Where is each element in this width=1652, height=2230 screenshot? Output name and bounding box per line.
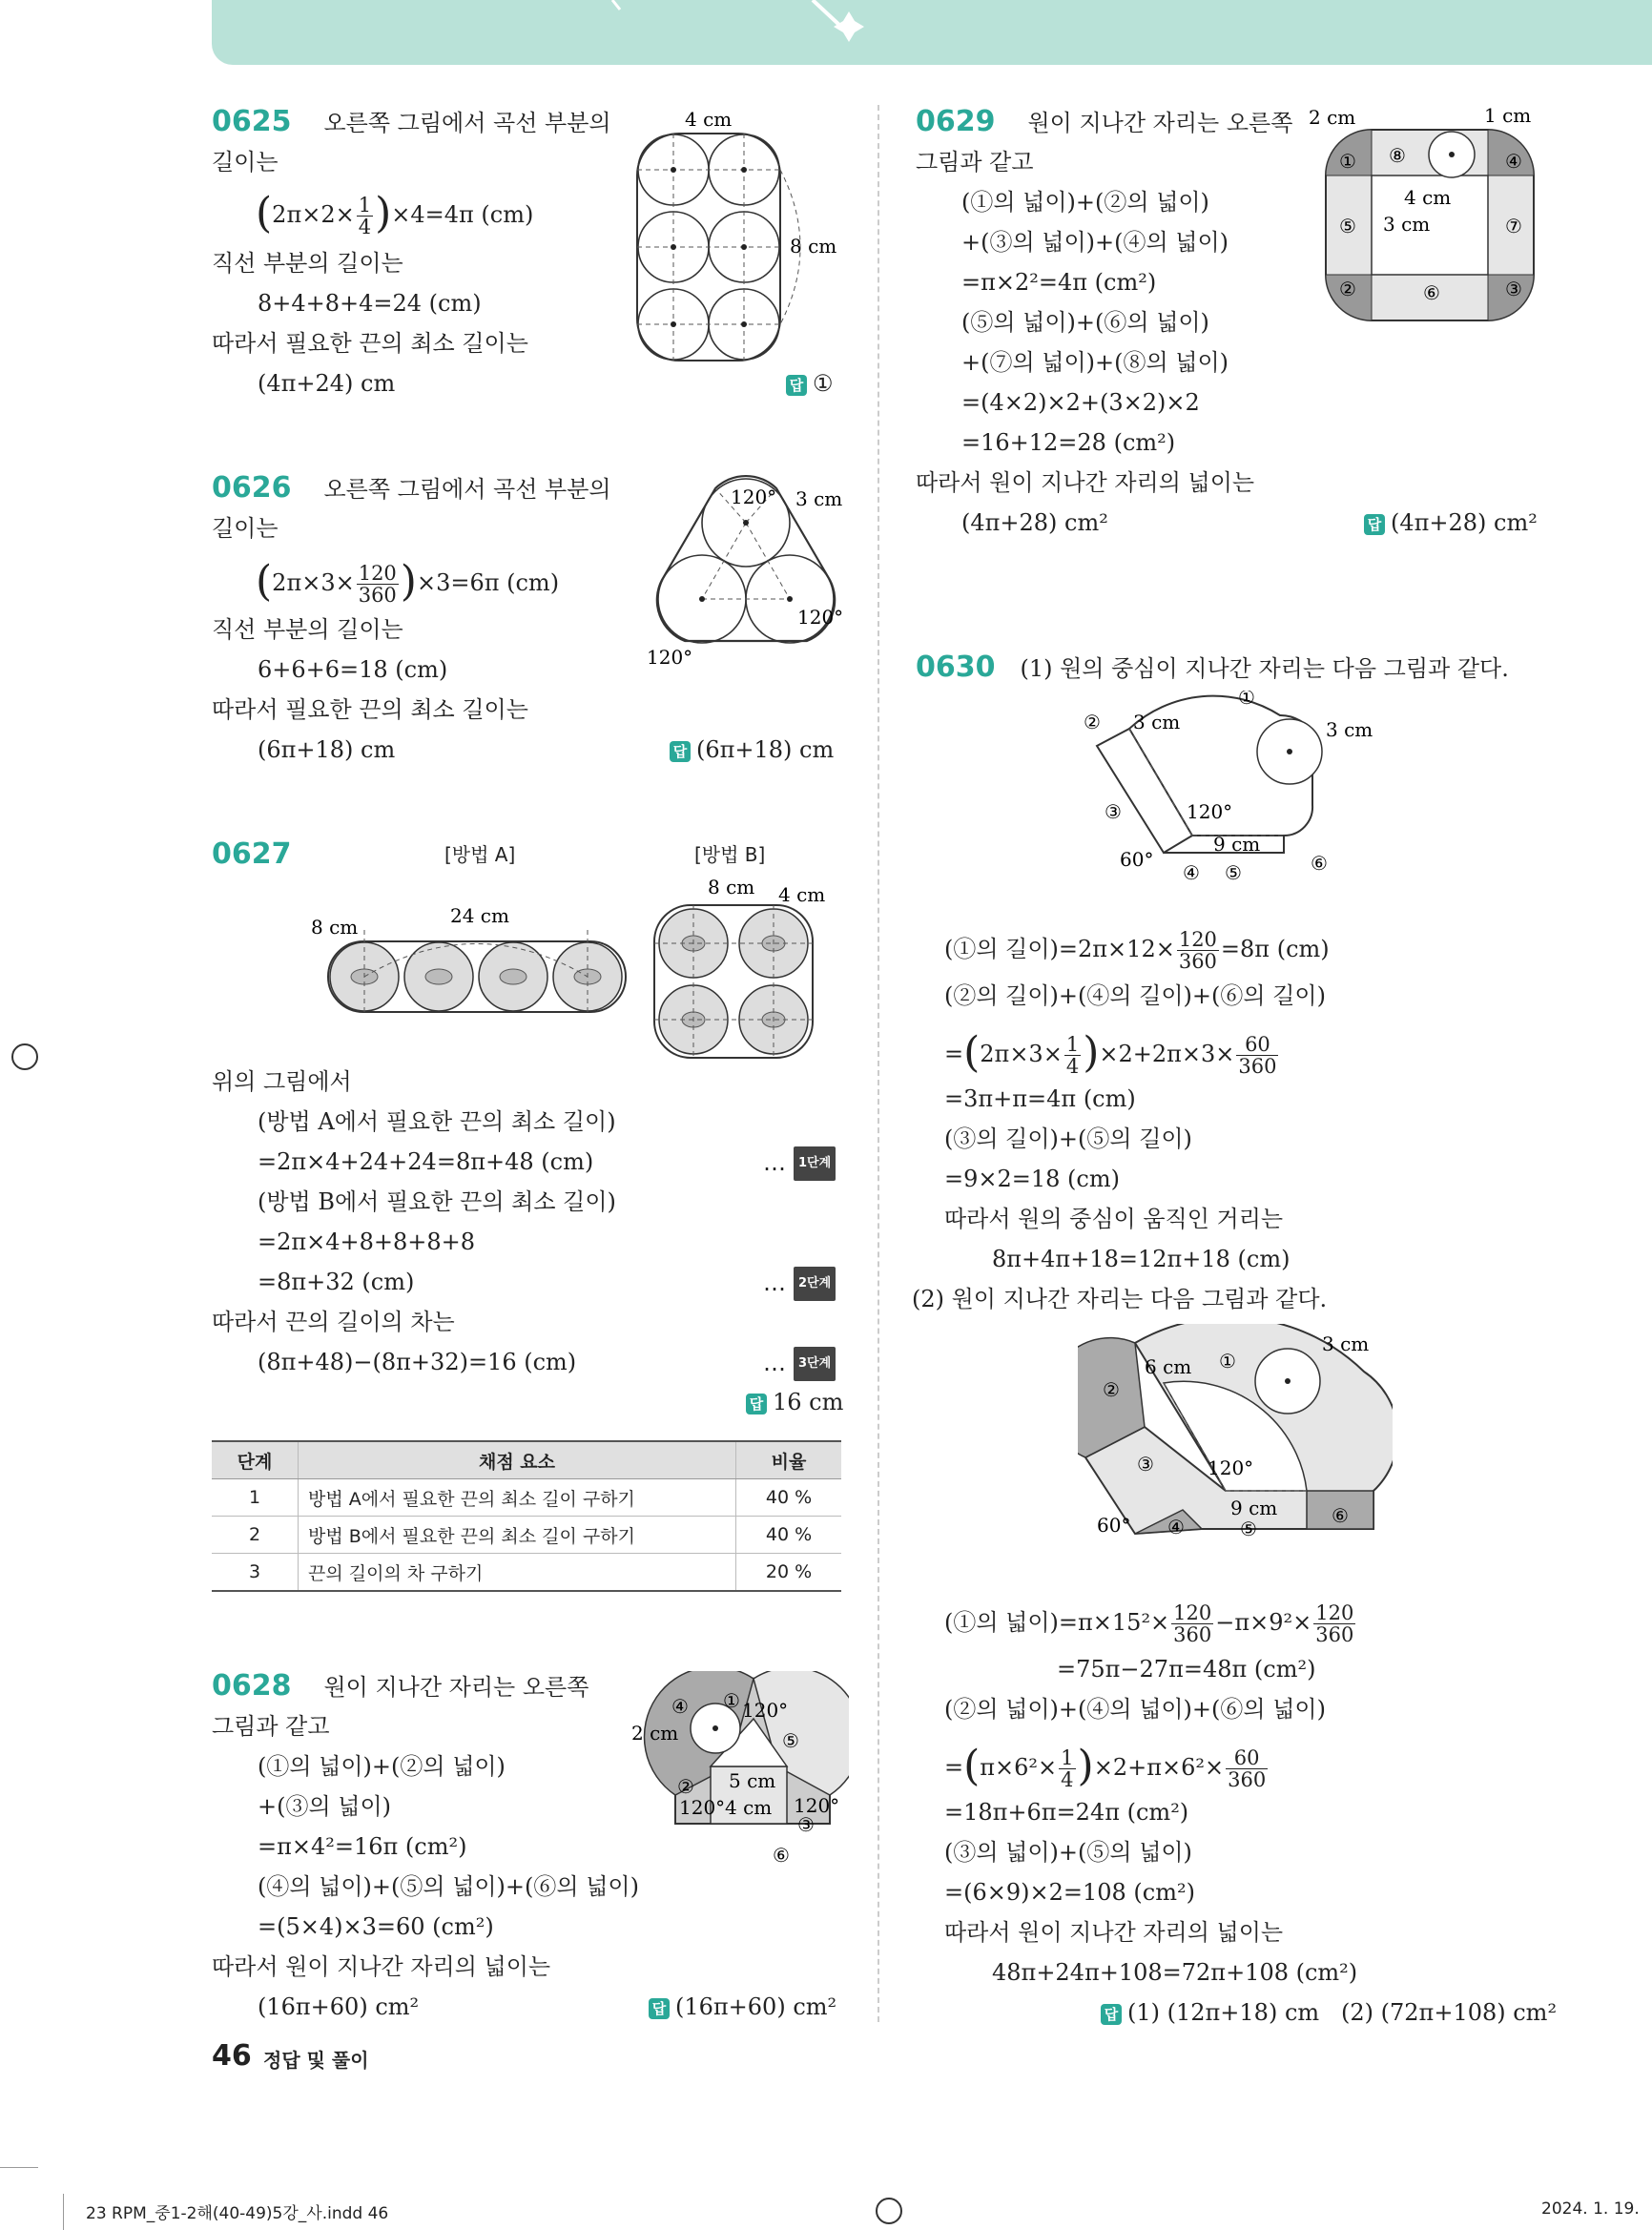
answer-badge-icon: 답 bbox=[746, 1394, 767, 1414]
text-line: 따라서 원의 중심이 움직인 거리는 bbox=[944, 1206, 1284, 1232]
text-line: 따라서 필요한 끈의 최소 길이는 bbox=[212, 696, 528, 723]
text-line: =(6×9)×2=108 (cm²) bbox=[944, 1879, 1195, 1906]
text-line: +(⑦의 넓이)+(⑧의 넓이) bbox=[961, 349, 1229, 376]
text-line: (③의 길이)+(⑤의 길이) bbox=[944, 1125, 1192, 1152]
problem-number: 0625 bbox=[212, 105, 292, 138]
dim-label: 4 cm bbox=[725, 1796, 773, 1819]
figure-0630-1 bbox=[1068, 691, 1383, 881]
text-line: 따라서 원이 지나간 자리의 넓이는 bbox=[212, 1953, 551, 1980]
problem-number: 0627 bbox=[212, 837, 292, 871]
text-line: 직선 부분의 길이는 bbox=[212, 250, 403, 277]
text-line: =(4×2)×2+(3×2)×2 bbox=[961, 389, 1200, 416]
svg-text:⑥: ⑥ bbox=[1423, 281, 1440, 304]
text-line: (방법 A에서 필요한 끈의 최소 길이) bbox=[258, 1108, 616, 1135]
step-badge: 2단계 bbox=[794, 1267, 836, 1301]
text-line: (8π+48)−(8π+32)=16 (cm) bbox=[258, 1349, 577, 1375]
answer-badge-icon: 답 bbox=[1101, 2004, 1122, 2025]
text-line: =2π×4+8+8+8+8 bbox=[258, 1229, 476, 1255]
svg-text:⑤: ⑤ bbox=[1225, 861, 1242, 881]
text-line: (1) 원의 중심이 지나간 자리는 다음 그림과 같다. bbox=[1020, 655, 1509, 682]
svg-text:④: ④ bbox=[1183, 861, 1200, 881]
text-line: 48π+24π+108=72π+108 (cm²) bbox=[992, 1959, 1358, 1986]
answer-badge-icon: 답 bbox=[649, 1998, 670, 2019]
method-b-label: [방법 B] bbox=[694, 843, 766, 866]
svg-text:①: ① bbox=[1219, 1350, 1236, 1373]
text-line: (①의 넓이)+(②의 넓이) bbox=[258, 1753, 506, 1780]
text-line: +(③의 넓이)+(④의 넓이) bbox=[961, 229, 1229, 256]
column-divider bbox=[878, 105, 879, 2022]
answer: 답 (1) (12π+18) cm (2) (72π+108) cm² bbox=[1101, 1997, 1557, 2028]
dim-label: 3 cm bbox=[1326, 718, 1373, 741]
figure-0627-b bbox=[649, 873, 839, 1063]
figure-0629 bbox=[1307, 105, 1555, 334]
problem-number: 0628 bbox=[212, 1669, 292, 1703]
answer-badge-icon: 답 bbox=[1364, 514, 1385, 535]
svg-text:⑥: ⑥ bbox=[773, 1844, 790, 1867]
svg-text:③: ③ bbox=[1505, 278, 1522, 300]
svg-text:⑥: ⑥ bbox=[1311, 852, 1328, 875]
dim-label: 3 cm bbox=[1383, 213, 1431, 236]
page-number: 46 bbox=[212, 2039, 252, 2073]
answer: 답 16 cm bbox=[746, 1387, 843, 1417]
svg-text:⑧: ⑧ bbox=[1389, 144, 1406, 167]
text-line: =(5×4)×3=60 (cm²) bbox=[258, 1913, 494, 1940]
text-line: 직선 부분의 길이는 bbox=[212, 616, 403, 643]
dim-label: 2 cm bbox=[1309, 106, 1356, 129]
text-line: 원이 지나간 자리는 오른쪽 bbox=[1027, 110, 1293, 136]
dim-label: 9 cm bbox=[1213, 833, 1261, 856]
dim-label: 8 cm bbox=[708, 876, 755, 898]
text-line: 길이는 bbox=[212, 515, 279, 542]
text-line: (4π+28) cm² bbox=[961, 509, 1108, 536]
svg-text:③: ③ bbox=[797, 1813, 815, 1836]
svg-text:⑤: ⑤ bbox=[782, 1729, 799, 1752]
text-line: 따라서 원이 지나간 자리의 넓이는 bbox=[944, 1919, 1284, 1946]
svg-text:③: ③ bbox=[1137, 1453, 1154, 1476]
text-line: (⑤의 넓이)+(⑥의 넓이) bbox=[961, 309, 1209, 336]
dim-label: 4 cm bbox=[685, 108, 733, 131]
method-a-label: [방법 A] bbox=[444, 843, 516, 866]
dim-label: 4 cm bbox=[778, 883, 826, 906]
svg-text:④: ④ bbox=[1505, 150, 1522, 173]
svg-text:⑤: ⑤ bbox=[1240, 1518, 1257, 1540]
dim-label: 3 cm bbox=[1133, 711, 1181, 733]
text-line: =π×4²=16π (cm²) bbox=[258, 1833, 467, 1860]
svg-text:③: ③ bbox=[1105, 800, 1122, 823]
text-line: =75π−27π=48π (cm²) bbox=[1057, 1656, 1316, 1683]
dim-label: 4 cm bbox=[1404, 186, 1452, 209]
answer: 답 (6π+18) cm bbox=[670, 734, 834, 765]
angle-label: 120° bbox=[679, 1796, 726, 1819]
dim-label: 8 cm bbox=[790, 235, 837, 258]
text-line: =9×2=18 (cm) bbox=[944, 1166, 1120, 1192]
answer: 답 (4π+28) cm² bbox=[1364, 507, 1538, 538]
registration-mark-icon bbox=[876, 2198, 902, 2224]
angle-label: 120° bbox=[1187, 800, 1233, 823]
table-row: 1 방법 A에서 필요한 끈의 최소 길이 구하기 40 % bbox=[212, 1479, 841, 1517]
text-line: 길이는 bbox=[212, 149, 279, 176]
svg-text:⑥: ⑥ bbox=[1332, 1504, 1349, 1527]
text-line: (6π+18) cm bbox=[258, 736, 396, 763]
problem-number: 0629 bbox=[916, 105, 996, 138]
svg-text:②: ② bbox=[1103, 1378, 1120, 1401]
formula-line: (①의 넓이)=π×15²× $\frac{120}{360}$ −π×9²× $\frac{120}{360}$ bbox=[944, 1601, 1354, 1646]
problem-number: 0626 bbox=[212, 471, 292, 505]
answer: 답 ① bbox=[786, 368, 834, 399]
table-row: 2 방법 B에서 필요한 끈의 최소 길이 구하기 40 % bbox=[212, 1517, 841, 1554]
figure-0628 bbox=[630, 1671, 849, 1871]
text-line: +(③의 넓이) bbox=[258, 1793, 392, 1820]
step-badge: 3단계 bbox=[794, 1347, 836, 1381]
text-line: 오른쪽 그림에서 곡선 부분의 bbox=[323, 476, 611, 503]
text-line: =16+12=28 (cm²) bbox=[961, 429, 1176, 456]
star-decoration-icon bbox=[574, 0, 879, 65]
angle-label: 120° bbox=[1208, 1456, 1254, 1479]
figure-0627-a bbox=[305, 892, 649, 1025]
svg-text:④: ④ bbox=[671, 1695, 689, 1718]
text-line: (③의 넓이)+(⑤의 넓이) bbox=[944, 1839, 1192, 1866]
dim-label: 8 cm bbox=[311, 916, 359, 939]
text-line: =18π+6π=24π (cm²) bbox=[944, 1799, 1189, 1826]
text-line: 8π+4π+18=12π+18 (cm) bbox=[992, 1246, 1291, 1272]
text-line: =8π+32 (cm) bbox=[258, 1269, 415, 1295]
text-line: 따라서 끈의 길이의 차는 bbox=[212, 1309, 455, 1335]
text-line: (④의 넓이)+(⑤의 넓이)+(⑥의 넓이) bbox=[258, 1873, 639, 1900]
text-line: =π×2²=4π (cm²) bbox=[961, 269, 1157, 296]
file-name: 23 RPM_중1-2해(40-49)5강_사.indd 46 bbox=[86, 2204, 389, 2223]
angle-label: 120° bbox=[742, 1699, 789, 1722]
formula-line: (2π×3× $\frac{120}{360}$ )×3=6π (cm) bbox=[256, 556, 560, 607]
dim-label: 24 cm bbox=[450, 904, 509, 927]
dim-label: 6 cm bbox=[1145, 1355, 1192, 1378]
dim-label: 2 cm bbox=[631, 1722, 679, 1745]
text-line: (4π+24) cm bbox=[258, 370, 396, 397]
svg-text:②: ② bbox=[1339, 278, 1356, 300]
svg-text:⑤: ⑤ bbox=[1339, 215, 1356, 237]
formula-line: (①의 길이)=2π×12× $\frac{120}{360}$ =8π (cm) bbox=[944, 928, 1330, 973]
text-line: (②의 넓이)+(④의 넓이)+(⑥의 넓이) bbox=[944, 1696, 1326, 1723]
svg-text:②: ② bbox=[677, 1775, 694, 1798]
section-label: 정답 및 풀이 bbox=[263, 2049, 369, 2072]
angle-label: 120° bbox=[647, 646, 693, 669]
svg-text:②: ② bbox=[1084, 711, 1101, 733]
text-line: 위의 그림에서 bbox=[212, 1068, 352, 1095]
text-line: (16π+60) cm² bbox=[258, 1993, 420, 2020]
text-line: =2π×4+24+24=8π+48 (cm) bbox=[258, 1148, 594, 1175]
registration-mark-icon bbox=[11, 1043, 38, 1070]
figure-0630-2 bbox=[1078, 1324, 1393, 1562]
angle-label: 120° bbox=[731, 485, 777, 508]
dim-label: 9 cm bbox=[1230, 1497, 1278, 1519]
text-line: 6+6+6=18 (cm) bbox=[258, 656, 448, 683]
svg-text:④: ④ bbox=[1167, 1516, 1185, 1538]
answer-badge-icon: 답 bbox=[670, 741, 691, 762]
dim-label: 3 cm bbox=[1322, 1332, 1370, 1355]
angle-label: 120° bbox=[797, 606, 844, 629]
print-date: 2024. 1. 19. bbox=[1541, 2199, 1640, 2219]
text-line: (①의 넓이)+(②의 넓이) bbox=[961, 189, 1209, 216]
text-line: 따라서 필요한 끈의 최소 길이는 bbox=[212, 330, 528, 357]
text-line: 8+4+8+4=24 (cm) bbox=[258, 290, 482, 317]
figure-0625 bbox=[630, 105, 849, 382]
formula-line: =(π×6²× $\frac{1}{4}$ )×2+π×6²× $\frac{60}{360}$ bbox=[944, 1741, 1267, 1791]
text-line: 따라서 원이 지나간 자리의 넓이는 bbox=[916, 469, 1255, 496]
svg-text:①: ① bbox=[1339, 150, 1356, 173]
formula-line: (2π×2× $\frac{1}{4}$ )×4=4π (cm) bbox=[256, 188, 534, 238]
text-line: (2) 원이 지나간 자리는 다음 그림과 같다. bbox=[912, 1286, 1328, 1312]
text-line: 원이 지나간 자리는 오른쪽 bbox=[323, 1674, 589, 1701]
text-line: (②의 길이)+(④의 길이)+(⑥의 길이) bbox=[944, 982, 1326, 1009]
text-line: 오른쪽 그림에서 곡선 부분의 bbox=[323, 110, 611, 136]
angle-label: 60° bbox=[1120, 848, 1154, 871]
svg-text:①: ① bbox=[723, 1689, 740, 1712]
svg-text:⑦: ⑦ bbox=[1505, 215, 1522, 237]
angle-label: 60° bbox=[1097, 1514, 1131, 1537]
figure-0626 bbox=[639, 473, 858, 673]
text-line: =3π+π=4π (cm) bbox=[944, 1085, 1136, 1112]
dim-label: 1 cm bbox=[1484, 105, 1532, 127]
answer: 답 (16π+60) cm² bbox=[649, 1992, 836, 2022]
step-badge: 1단계 bbox=[794, 1146, 836, 1181]
grading-table: 단계 채점 요소 비율 1 방법 A에서 필요한 끈의 최소 길이 구하기 40 % 2 방법 B에서 필요한 끈의 최소 길이 구하기 40 % 3 끈의 길이의 차 구하기 20 % bbox=[212, 1440, 841, 1592]
header-banner bbox=[212, 0, 1652, 65]
angle-label: 120° bbox=[794, 1794, 840, 1817]
table-row: 3 끈의 길이의 차 구하기 20 % bbox=[212, 1554, 841, 1592]
dim-label: 3 cm bbox=[795, 487, 843, 510]
problem-number: 0630 bbox=[916, 650, 996, 684]
text-line: 그림과 같고 bbox=[916, 149, 1034, 176]
svg-text:①: ① bbox=[1238, 691, 1255, 709]
text-line: (방법 B에서 필요한 끈의 최소 길이) bbox=[258, 1188, 616, 1215]
answer-badge-icon: 답 bbox=[786, 375, 807, 396]
dim-label: 5 cm bbox=[729, 1769, 776, 1792]
formula-line: =(2π×3× $\frac{1}{4}$ )×2+2π×3× $\frac{60}{360}$ bbox=[944, 1027, 1277, 1078]
text-line: 그림과 같고 bbox=[212, 1713, 330, 1740]
